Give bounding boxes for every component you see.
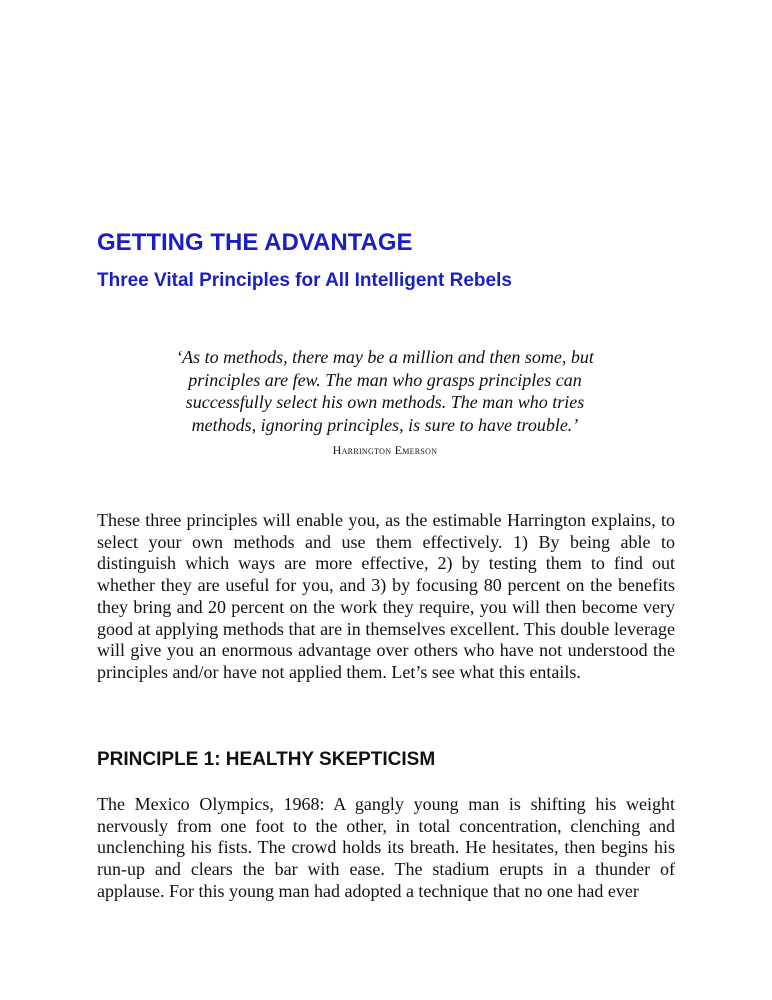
body-paragraph: The Mexico Olympics, 1968: A gangly young man is shifting his weight nervously from one foot to the other, in total concentration, clenching and unclenching his fists. The crowd holds its breath. He hesitates, then begins his run-up and clears the bar with ease. The stadium erupts in a thunder of applause. For this young man had adopted a technique that no one had ever [97,794,675,901]
chapter-title: GETTING THE ADVANTAGE [97,229,413,256]
chapter-subtitle: Three Vital Principles for All Intelligent Rebels [97,270,512,291]
epigraph-attribution: Harrington Emerson [332,443,438,457]
epigraph-line: principles are few. The man who grasps principles can [188,369,582,390]
epigraph-line: methods, ignoring principles, is sure to have trouble.’ [191,414,579,435]
epigraph-line: successfully select his own methods. The man who tries [185,392,585,412]
epigraph-quote [150,346,620,436]
epigraph-line: ‘As to methods, there may be a million and then some, but [176,347,594,367]
section-heading: PRINCIPLE 1: HEALTHY SKEPTICISM [97,749,436,770]
body-paragraph: These three principles will enable you, as the estimable Harrington explains, to select your own methods and use them effectively. 1) By being able to distinguish which ways are more effective, 2) by testing them to find out whether they are useful for you, and 3) by focusing 80 percent on the benefits they bring and 20 percent on the work they require, you will then become very good at applying methods that are in themselves excellent. This double leverage will give you an enormous advantage over others who have not understood the principles and/or have not applied them. Let’s see what this entails. [97,510,675,682]
